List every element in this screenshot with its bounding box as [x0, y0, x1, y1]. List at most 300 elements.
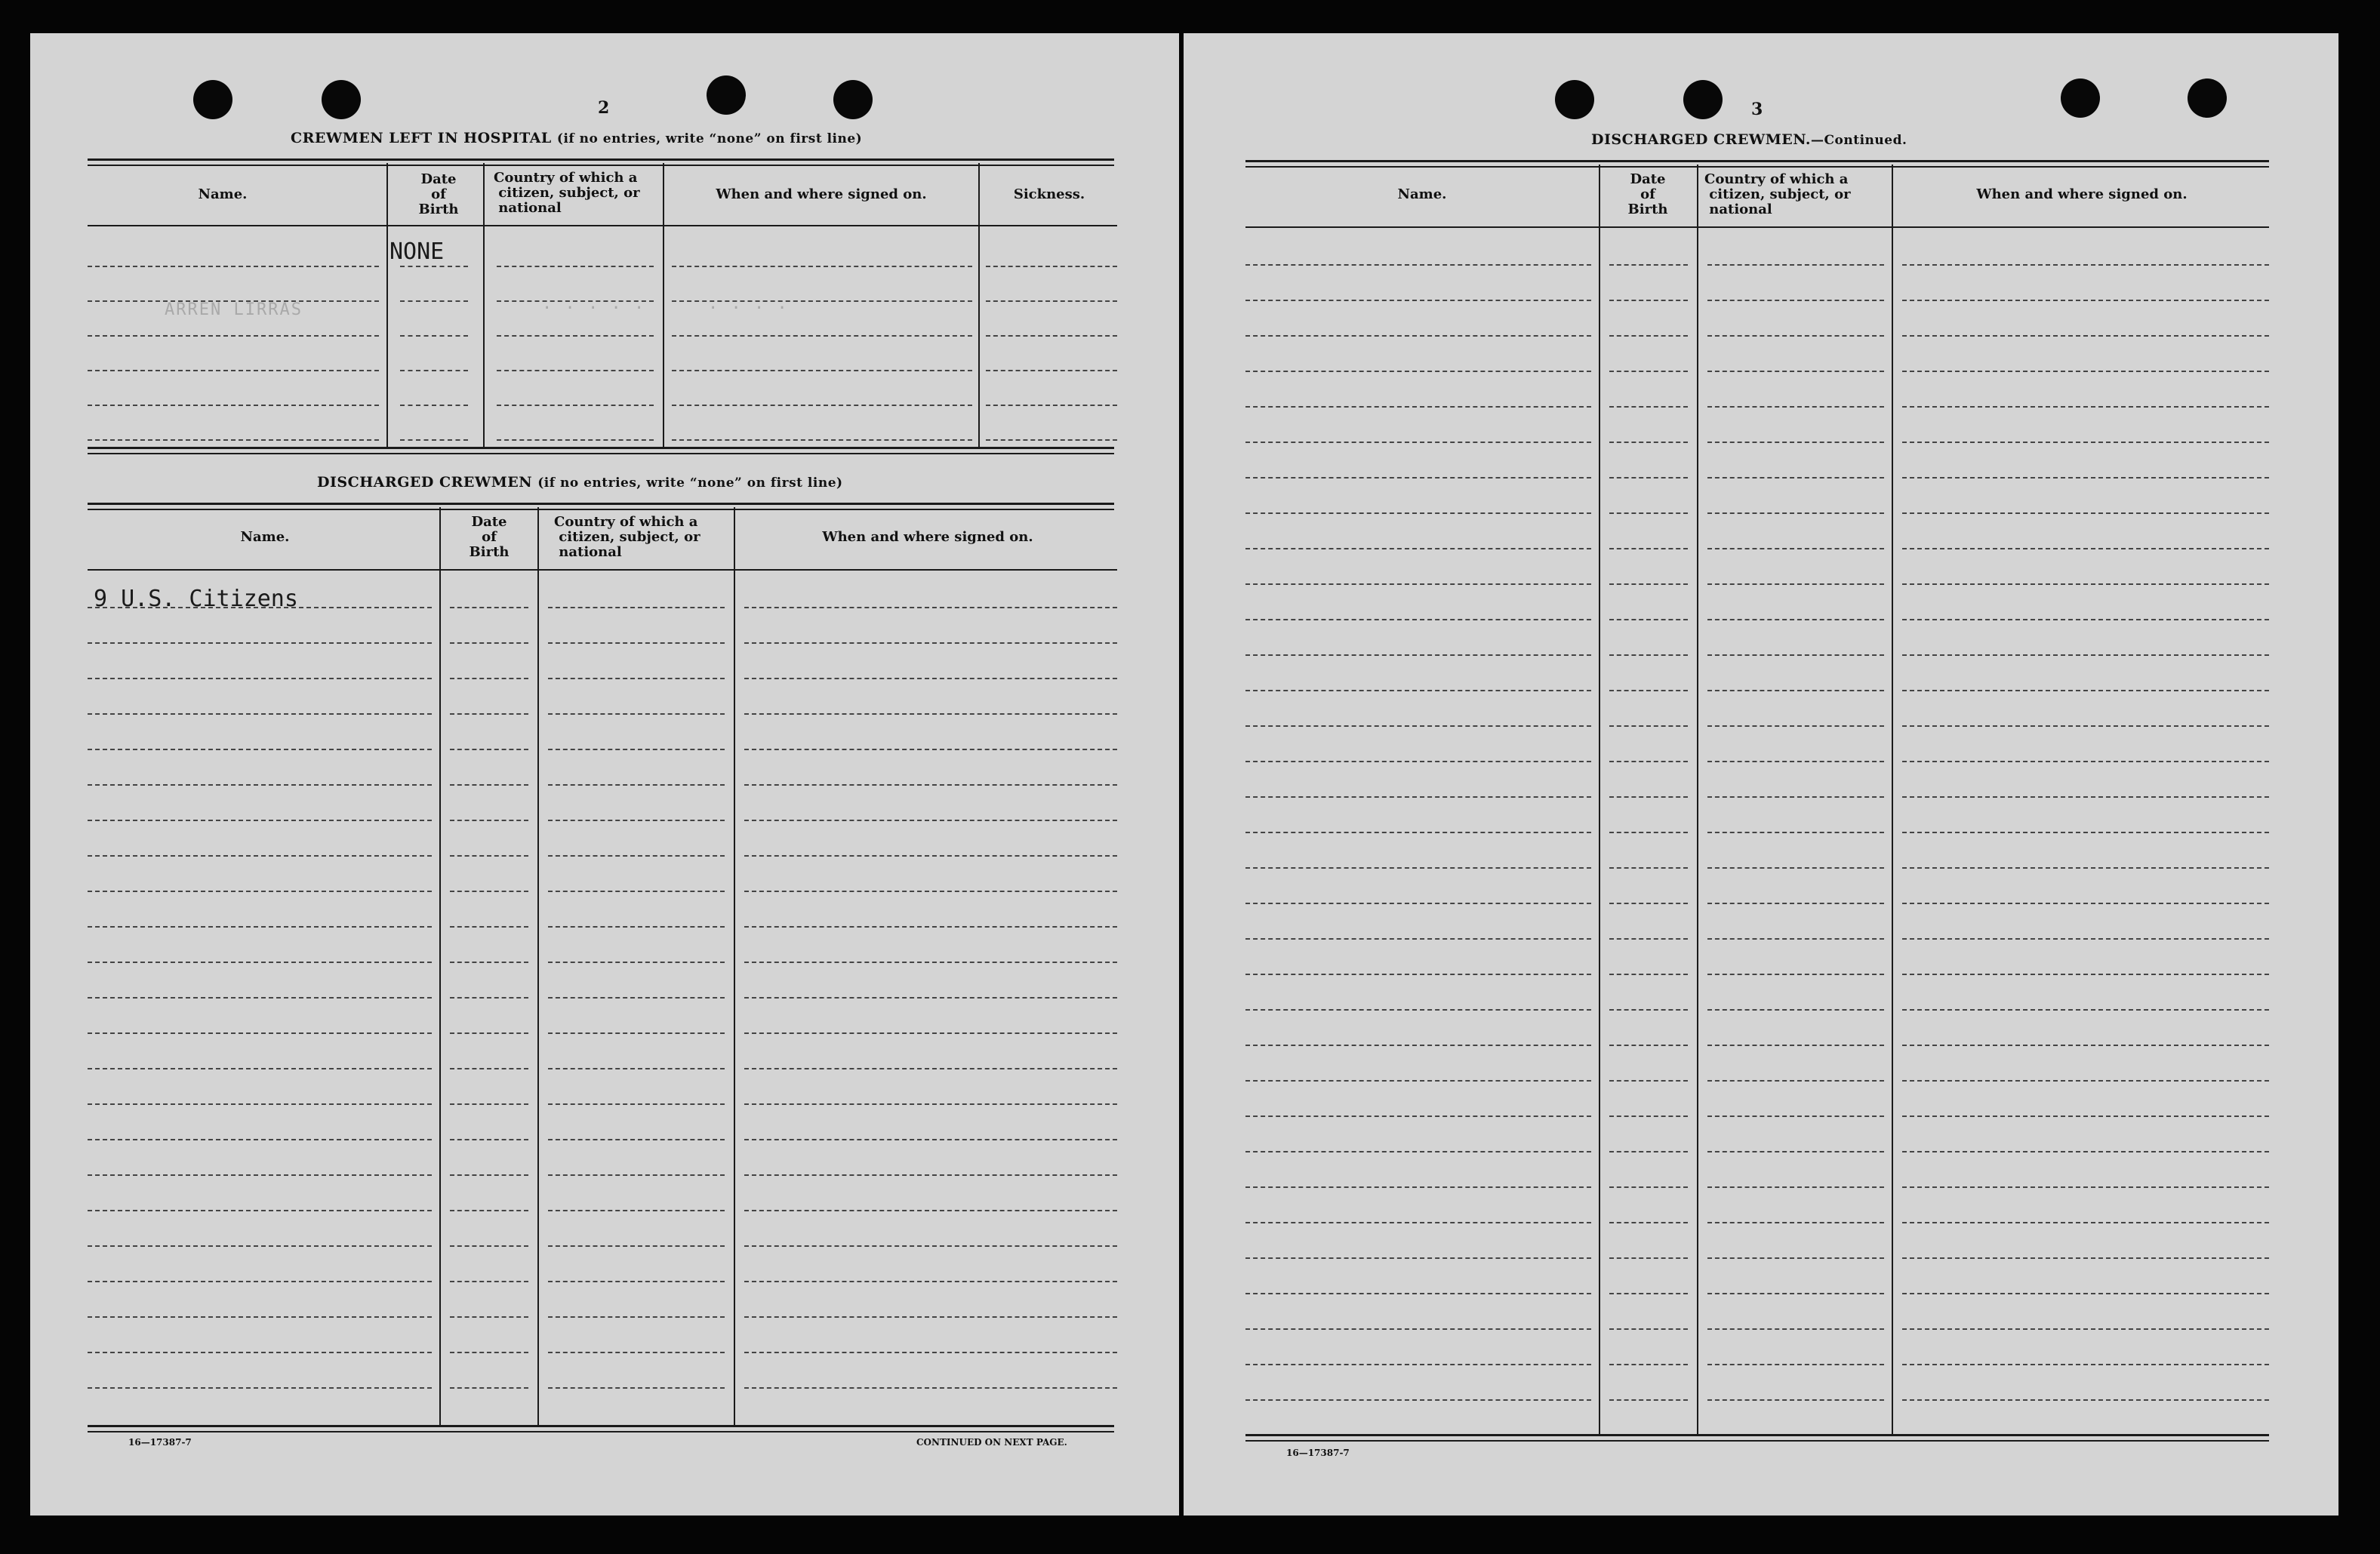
col-header-country: Country of which a citizen, subject, or national — [554, 514, 700, 560]
ruled-line — [1707, 1222, 1884, 1223]
ruled-line — [450, 713, 528, 715]
ruled-line — [1707, 832, 1884, 833]
ruled-line — [450, 784, 528, 786]
ruled-line — [744, 855, 1117, 857]
col-header-dob: Date of Birth — [418, 171, 459, 217]
ruled-line — [450, 1352, 528, 1353]
ruled-line — [548, 607, 725, 608]
col-divider — [1697, 165, 1698, 1434]
ruled-line — [1609, 903, 1688, 904]
ruled-line — [1902, 1115, 2269, 1117]
ruled-line — [1707, 690, 1884, 691]
ruled-line — [88, 1352, 432, 1353]
ruled-line — [1902, 974, 2269, 975]
ruled-line — [548, 855, 725, 857]
ruled-line — [1609, 690, 1688, 691]
ruled-line — [744, 1316, 1117, 1318]
ruled-line — [1609, 442, 1688, 443]
ruled-line — [986, 370, 1117, 371]
ruled-line — [1609, 1115, 1688, 1117]
section-title: DISCHARGED CREWMEN.—Continued. — [1591, 131, 1907, 148]
ruled-line — [1245, 371, 1591, 372]
ruled-line — [548, 749, 725, 750]
ruled-line — [548, 1387, 725, 1389]
ruled-line — [450, 891, 528, 892]
ruled-line — [744, 642, 1117, 644]
table-rule — [88, 447, 1114, 449]
ruled-line — [88, 678, 432, 679]
ruled-line — [1902, 1009, 2269, 1011]
ruled-line — [1902, 1257, 2269, 1259]
ruled-line — [1902, 1222, 2269, 1223]
table-rule — [88, 1425, 1114, 1427]
ruled-line — [1707, 512, 1884, 514]
ruled-line — [1707, 264, 1884, 266]
punch-hole — [833, 80, 873, 119]
ruled-line — [88, 335, 379, 337]
ruled-line — [1902, 1045, 2269, 1046]
ruled-line — [744, 1032, 1117, 1034]
ruled-line — [1707, 974, 1884, 975]
col-divider — [978, 163, 980, 447]
ruled-line — [1902, 1364, 2269, 1365]
ruled-line — [1245, 1222, 1591, 1223]
ruled-line — [1245, 1151, 1591, 1152]
ruled-line — [744, 820, 1117, 821]
ruled-line — [450, 607, 528, 608]
ruled-line — [88, 439, 379, 441]
col-divider — [1892, 165, 1893, 1434]
ruled-line — [1609, 796, 1688, 798]
ruled-line — [1707, 867, 1884, 869]
ruled-line — [1609, 1045, 1688, 1046]
ruled-line — [1902, 1151, 2269, 1152]
ruled-line — [1902, 619, 2269, 620]
ruled-line — [548, 891, 725, 892]
ruled-line — [548, 997, 725, 999]
ruled-line — [744, 1387, 1117, 1389]
ruled-line — [744, 1210, 1117, 1211]
ruled-line — [1245, 583, 1591, 585]
ruled-line — [450, 1210, 528, 1211]
ruled-line — [1707, 1328, 1884, 1330]
ruled-line — [1245, 300, 1591, 301]
ruled-line — [1707, 938, 1884, 940]
ruled-line — [672, 405, 972, 406]
ruled-line — [1609, 512, 1688, 514]
ruled-line — [1902, 371, 2269, 372]
col-divider — [386, 163, 388, 447]
ruled-line — [548, 926, 725, 928]
ruled-line — [1707, 796, 1884, 798]
page-number: 2 — [598, 98, 610, 118]
ruled-line — [1245, 1115, 1591, 1117]
ruled-line — [400, 405, 468, 406]
ruled-line — [1245, 796, 1591, 798]
ruled-line — [88, 1281, 432, 1282]
ruled-line — [1245, 867, 1591, 869]
ruled-line — [450, 1032, 528, 1034]
ruled-line — [1902, 938, 2269, 940]
form-number: 16—17387-7 — [128, 1437, 192, 1448]
ruled-line — [88, 1068, 432, 1069]
ruled-line — [672, 335, 972, 337]
ruled-line — [1707, 442, 1884, 443]
ruled-line — [1902, 1293, 2269, 1294]
table-rule — [1245, 1434, 2269, 1436]
header-rule — [88, 225, 1117, 226]
punch-hole — [1555, 80, 1594, 119]
ruled-line — [88, 1210, 432, 1211]
ruled-line — [88, 926, 432, 928]
ruled-line — [1902, 690, 2269, 691]
discharged-section-title: DISCHARGED CREWMEN (if no entries, write “none” on first line) — [317, 474, 843, 491]
ruled-line — [450, 1281, 528, 1282]
col-divider — [483, 163, 485, 447]
ruled-line — [1707, 548, 1884, 549]
ruled-line — [400, 266, 468, 267]
ruled-line — [1245, 1009, 1591, 1011]
ruled-line — [1245, 477, 1591, 479]
ruled-line — [1609, 761, 1688, 762]
ruled-line — [1707, 335, 1884, 337]
ruled-line — [744, 891, 1117, 892]
ruled-line — [1609, 264, 1688, 266]
ruled-line — [450, 962, 528, 963]
ruled-line — [1609, 1257, 1688, 1259]
ruled-line — [88, 962, 432, 963]
ruled-line — [1609, 371, 1688, 372]
ruled-line — [1902, 300, 2269, 301]
ruled-line — [1707, 1186, 1884, 1188]
ruled-line — [1902, 1080, 2269, 1082]
col-header-sickness: Sickness. — [1013, 186, 1085, 202]
ruled-line — [88, 1245, 432, 1247]
ruled-line — [1902, 583, 2269, 585]
ruled-line — [744, 1352, 1117, 1353]
ruled-line — [1609, 619, 1688, 620]
ruled-line — [548, 784, 725, 786]
ruled-line — [88, 997, 432, 999]
ruled-line — [497, 266, 654, 267]
ruled-line — [1902, 477, 2269, 479]
ruled-line — [1609, 1222, 1688, 1223]
ruled-line — [450, 642, 528, 644]
ruled-line — [1707, 1045, 1884, 1046]
ruled-line — [450, 1316, 528, 1318]
ruled-line — [1902, 832, 2269, 833]
col-header-name: Name. — [198, 186, 248, 202]
col-header-signed-on: When and where signed on. — [716, 186, 927, 202]
ruled-line — [1245, 1186, 1591, 1188]
ruled-line — [1245, 974, 1591, 975]
ruled-line — [88, 1139, 432, 1140]
ruled-line — [497, 370, 654, 371]
ruled-line — [450, 678, 528, 679]
col-header-name: Name. — [1397, 186, 1447, 202]
punch-hole — [193, 80, 232, 119]
ruled-line — [1609, 477, 1688, 479]
ruled-line — [744, 749, 1117, 750]
ruled-line — [1902, 335, 2269, 337]
ruled-line — [450, 926, 528, 928]
ruled-line — [88, 891, 432, 892]
ruled-line — [400, 370, 468, 371]
ruled-line — [1902, 796, 2269, 798]
ruled-line — [497, 439, 654, 441]
ruled-line — [1609, 1293, 1688, 1294]
ruled-line — [1707, 903, 1884, 904]
ruled-line — [450, 855, 528, 857]
ruled-line — [744, 997, 1117, 999]
ruled-line — [548, 1032, 725, 1034]
ruled-line — [1609, 654, 1688, 656]
ruled-line — [744, 713, 1117, 715]
col-header-signed-on: When and where signed on. — [1976, 186, 2188, 202]
col-header-country: Country of which a citizen, subject, or national — [1704, 171, 1851, 217]
ruled-line — [1609, 300, 1688, 301]
ruled-line — [1707, 1364, 1884, 1365]
bleed-through-text: ARREN LIRRAS — [165, 300, 303, 319]
punch-hole — [1683, 80, 1723, 119]
ruled-line — [88, 1032, 432, 1034]
ruled-line — [744, 1103, 1117, 1105]
punch-hole — [2188, 78, 2227, 118]
ruled-line — [548, 1245, 725, 1247]
ruled-line — [450, 1174, 528, 1176]
ruled-line — [986, 405, 1117, 406]
ruled-line — [672, 266, 972, 267]
ruled-line — [1902, 1186, 2269, 1188]
ruled-line — [1245, 1080, 1591, 1082]
col-divider — [1599, 165, 1600, 1434]
ruled-line — [450, 997, 528, 999]
ruled-line — [88, 405, 379, 406]
ruled-line — [1245, 548, 1591, 549]
ruled-line — [1707, 725, 1884, 727]
ruled-line — [1245, 1293, 1591, 1294]
ruled-line — [1245, 442, 1591, 443]
ruled-line — [548, 962, 725, 963]
ruled-line — [548, 820, 725, 821]
ruled-line — [1245, 832, 1591, 833]
ruled-line — [88, 855, 432, 857]
ruled-line — [548, 1210, 725, 1211]
ruled-line — [88, 749, 432, 750]
ruled-line — [1902, 761, 2269, 762]
ruled-line — [1245, 654, 1591, 656]
col-header-dob: Date of Birth — [469, 514, 510, 560]
ruled-line — [400, 300, 468, 302]
ruled-line — [1609, 1399, 1688, 1401]
ruled-line — [548, 713, 725, 715]
ruled-line — [548, 1139, 725, 1140]
ruled-line — [672, 370, 972, 371]
ruled-line — [548, 642, 725, 644]
ruled-line — [1707, 406, 1884, 408]
ruled-line — [88, 1316, 432, 1318]
left-page — [30, 33, 1179, 1516]
col-header-country: Country of which a citizen, subject, or national — [494, 170, 640, 216]
ruled-line — [1902, 903, 2269, 904]
ruled-line — [1902, 442, 2269, 443]
ruled-line — [1902, 406, 2269, 408]
ruled-line — [1609, 938, 1688, 940]
ruled-line — [1245, 1328, 1591, 1330]
ruled-line — [1245, 335, 1591, 337]
ruled-line — [1707, 300, 1884, 301]
ruled-line — [548, 1068, 725, 1069]
ruled-line — [88, 1174, 432, 1176]
ruled-line — [1609, 406, 1688, 408]
ruled-line — [1245, 264, 1591, 266]
ruled-line — [1609, 583, 1688, 585]
page-number: 3 — [1751, 100, 1763, 119]
ruled-line — [1245, 1399, 1591, 1401]
ruled-line — [1609, 832, 1688, 833]
ruled-line — [1902, 654, 2269, 656]
ruled-line — [88, 642, 432, 644]
ruled-line — [1707, 619, 1884, 620]
ruled-line — [548, 678, 725, 679]
ruled-line — [548, 1174, 725, 1176]
ruled-line — [1902, 512, 2269, 514]
ruled-line — [450, 1068, 528, 1069]
ruled-line — [1245, 1045, 1591, 1046]
ruled-line — [1609, 1186, 1688, 1188]
ruled-line — [1902, 1328, 2269, 1330]
ruled-line — [1245, 512, 1591, 514]
ruled-line — [744, 607, 1117, 608]
ruled-line — [1609, 1364, 1688, 1365]
punch-hole — [2061, 78, 2100, 118]
ruled-line — [450, 1139, 528, 1140]
ruled-line — [88, 784, 432, 786]
col-header-dob: Date of Birth — [1627, 171, 1668, 217]
ruled-line — [744, 784, 1117, 786]
ruled-line — [1902, 725, 2269, 727]
ruled-line — [744, 678, 1117, 679]
ruled-line — [744, 1245, 1117, 1247]
right-page — [1184, 33, 2338, 1516]
ruled-line — [744, 926, 1117, 928]
ruled-line — [1609, 725, 1688, 727]
ruled-line — [548, 1316, 725, 1318]
bleed-through-text: · · · · · — [542, 299, 646, 318]
ruled-line — [1707, 1080, 1884, 1082]
hospital-section-title: CREWMEN LEFT IN HOSPITAL (if no entries, write “none” on first line) — [291, 130, 863, 146]
ruled-line — [1707, 761, 1884, 762]
ruled-line — [1707, 1293, 1884, 1294]
ruled-line — [744, 1139, 1117, 1140]
ruled-line — [1707, 1151, 1884, 1152]
ruled-line — [1707, 583, 1884, 585]
ruled-line — [744, 1068, 1117, 1069]
ruled-line — [744, 1174, 1117, 1176]
ruled-line — [88, 370, 379, 371]
ruled-line — [1707, 654, 1884, 656]
ruled-line — [497, 335, 654, 337]
ruled-line — [986, 439, 1117, 441]
ruled-line — [88, 1387, 432, 1389]
ruled-line — [1245, 1364, 1591, 1365]
ruled-line — [1707, 371, 1884, 372]
ruled-line — [400, 439, 468, 441]
ruled-line — [1245, 690, 1591, 691]
bleed-through-text: · · · · — [708, 299, 789, 318]
ruled-line — [1609, 1009, 1688, 1011]
col-divider — [439, 507, 441, 1425]
ruled-line — [1245, 619, 1591, 620]
ruled-line — [548, 1281, 725, 1282]
col-header-signed-on: When and where signed on. — [822, 529, 1033, 545]
ruled-line — [1902, 867, 2269, 869]
ruled-line — [986, 266, 1117, 267]
discharged-entry: 9 U.S. Citizens — [94, 586, 298, 612]
table-rule — [88, 158, 1114, 161]
ruled-line — [1609, 1328, 1688, 1330]
ruled-line — [450, 749, 528, 750]
ruled-line — [88, 713, 432, 715]
ruled-line — [1707, 477, 1884, 479]
ruled-line — [744, 1281, 1117, 1282]
table-rule — [88, 503, 1114, 505]
ruled-line — [1902, 264, 2269, 266]
ruled-line — [400, 335, 468, 337]
ruled-line — [1245, 938, 1591, 940]
ruled-line — [1609, 867, 1688, 869]
ruled-line — [88, 820, 432, 821]
ruled-line — [497, 405, 654, 406]
ruled-line — [672, 439, 972, 441]
ruled-line — [450, 1245, 528, 1247]
form-number: 16—17387-7 — [1286, 1448, 1350, 1458]
hospital-entry: NONE — [389, 238, 445, 265]
ruled-line — [1707, 1009, 1884, 1011]
ruled-line — [450, 1103, 528, 1105]
ruled-line — [1245, 1257, 1591, 1259]
col-header-name: Name. — [240, 529, 290, 545]
ruled-line — [1609, 974, 1688, 975]
ruled-line — [1707, 1115, 1884, 1117]
header-rule — [1245, 226, 2269, 228]
ruled-line — [88, 266, 379, 267]
ruled-line — [1609, 1151, 1688, 1152]
ruled-line — [450, 820, 528, 821]
ruled-line — [548, 1103, 725, 1105]
col-divider — [537, 507, 539, 1425]
ruled-line — [1609, 335, 1688, 337]
table-rule — [1245, 160, 2269, 162]
ruled-line — [744, 962, 1117, 963]
col-divider — [734, 507, 735, 1425]
ruled-line — [986, 335, 1117, 337]
ruled-line — [986, 300, 1117, 302]
ruled-line — [1609, 548, 1688, 549]
header-rule — [88, 569, 1117, 571]
ruled-line — [1245, 761, 1591, 762]
ruled-line — [1902, 548, 2269, 549]
continued-note: CONTINUED ON NEXT PAGE. — [916, 1437, 1067, 1448]
ruled-line — [1245, 903, 1591, 904]
punch-hole — [322, 80, 361, 119]
ruled-line — [1245, 725, 1591, 727]
punch-hole — [707, 75, 746, 115]
ruled-line — [1902, 1399, 2269, 1401]
ruled-line — [1609, 1080, 1688, 1082]
ruled-line — [548, 1352, 725, 1353]
ruled-line — [1245, 406, 1591, 408]
